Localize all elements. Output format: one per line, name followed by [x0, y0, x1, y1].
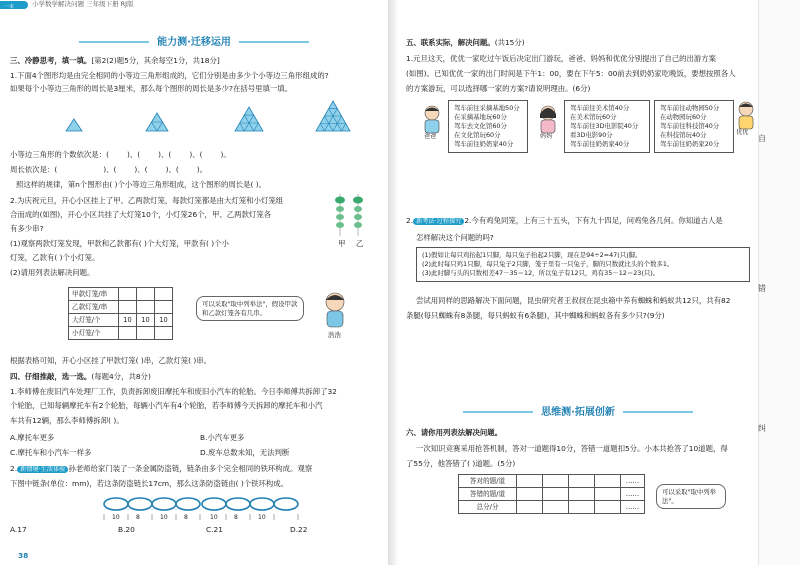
s5-q1-line2: (如图)。已知优优一家的出门时间是下午1：00，要在下午5：00前去到奶奶家吃晚饭，要想按照各人 — [406, 69, 736, 78]
s5-q1-line3: 的方案游玩，可以选择哪一家的方案?请说明理由。(6分) — [406, 84, 591, 93]
mom-plan — [564, 100, 650, 153]
header-tag — [0, 1, 28, 9]
lantern-label-a: 甲 — [338, 239, 346, 248]
table-cell[interactable] — [119, 288, 137, 301]
table-cell[interactable] — [137, 301, 155, 314]
s5-q2-line2: 怎样解决这个问题的吗? — [416, 233, 494, 242]
youyou-avatar — [734, 100, 758, 130]
plan-step: 驾车前往科技馆40分 — [660, 121, 720, 130]
table-cell[interactable] — [595, 475, 621, 488]
s3-row3: 照这样的规律，第n个图形由( )个小等边三角形组成，这个图形的周长是( )。 — [16, 180, 267, 189]
plan-step: 在采摘基地玩60分 — [454, 112, 507, 121]
dad-avatar — [420, 104, 444, 134]
s6-line2: 了55分，他答错了( )道题。(5分) — [406, 459, 516, 468]
table-row — [459, 475, 645, 488]
table-cell[interactable] — [155, 288, 173, 301]
row1-end: )。 — [220, 150, 231, 159]
s4-q2-optB[interactable]: B.20 — [118, 525, 135, 534]
plan-step: 驾车前往美术馆40分 — [570, 104, 630, 112]
s4-heading-text: 四、仔细推敲，选一选。 — [10, 372, 92, 381]
table-cell[interactable] — [595, 488, 621, 501]
plan-step: 驾车去文化馆60分 — [454, 121, 507, 130]
row2-end: )。 — [196, 165, 208, 174]
divider — [79, 41, 149, 43]
lantern-illustration — [330, 192, 370, 252]
table-row — [459, 501, 645, 514]
s4-q2-text: 孙老师给家门装了一条金属防盗链，链条由多个完全相同的铁环构成。观察 — [68, 464, 313, 473]
section-title-ability — [0, 36, 388, 50]
table-cell[interactable] — [595, 501, 621, 514]
s4-note: (每题4分，共8分) — [91, 372, 151, 381]
person-name: 浩浩 — [328, 331, 341, 339]
s3-q2-sub2: (2)请用列表法解决问题。 — [10, 268, 95, 277]
table-row — [69, 327, 173, 340]
s4-q1-optC[interactable]: C.摩托车和小汽车一样多 — [10, 448, 92, 457]
you-plan — [654, 100, 734, 153]
plan-step: 驾车前往奶奶家40分 — [454, 139, 514, 148]
s5-q2-line4: 条腿(每只蜘蛛有8条腿，每只蚂蚁有6条腿)，其中蜘蛛和蚂蚁各有多少只?(9分) — [406, 311, 665, 320]
s4-q1-optB[interactable]: B.小汽车更多 — [200, 433, 245, 442]
method-step-2: (2)此时每只鸡1只脚，每只兔子2只脚，笼子里有一只兔子，脚的只数就比头的个数多1。 — [422, 259, 674, 268]
plan-step: 驾车前往采摘基地50分 — [454, 104, 520, 112]
plan-step: 在科技馆玩40分 — [660, 130, 707, 139]
s4-q2-optD[interactable]: D.22 — [290, 525, 308, 534]
mom-label: 妈妈 — [540, 133, 553, 140]
divider — [623, 411, 693, 413]
youyou-label: 优优 — [736, 129, 749, 136]
s6-line1: 一次知识竞赛采用抢答机制，答对一道题得10分，答错一道题扣5分。小本共抢答了10道题，得 — [416, 444, 728, 453]
s4-q1-optD[interactable]: D.废车总数未知，无法判断 — [200, 448, 290, 457]
dimension-label: 10 — [210, 514, 218, 521]
row-label: 总分/分 — [459, 501, 517, 514]
table-cell[interactable] — [569, 475, 595, 488]
s4-heading — [10, 372, 151, 382]
header-tag-text: 一本 — [4, 4, 15, 10]
row2-sep: )、( — [103, 165, 117, 174]
s3-row2 — [10, 165, 207, 175]
s4-q2-optA[interactable]: A.17 — [10, 525, 27, 534]
s5-heading — [406, 38, 525, 48]
s4-q2-line2: 下图中链条(单位：mm)，若这条防盗链长17cm，那么这条防盗链由( )个铁环构成。 — [10, 479, 289, 488]
dimension-label: 8 — [136, 514, 140, 521]
s3-q2-line1: 2.为庆祝元旦，开心小区挂上了甲、乙两款灯笼，每款灯笼都是由大灯笼和小灯笼组 — [10, 196, 284, 205]
table-cell[interactable] — [543, 488, 569, 501]
row2-sep: )、( — [165, 165, 179, 174]
table-cell[interactable] — [155, 327, 173, 340]
table-row — [459, 488, 645, 501]
dad-plan — [448, 100, 528, 153]
row-label: 甲款灯笼/串 — [69, 288, 119, 301]
table-cell[interactable] — [543, 475, 569, 488]
s3-q2-sub1b: 灯笼，乙款有( )个小灯笼。 — [10, 253, 100, 262]
triangle-figure-1 — [65, 118, 83, 132]
plan-step: 驾车前往奶奶家20分 — [660, 139, 720, 148]
s5-q2-line1: 2. 新考法·过程探究 2.今有鸡兔同笼，上有三十五头，下有九十四足，问鸡兔各几何。你知道古人是 — [406, 216, 723, 225]
page-number: 38 — [18, 551, 29, 560]
s4-q1-optA[interactable]: A.摩托车更多 — [10, 433, 55, 442]
table-cell[interactable] — [517, 475, 543, 488]
table-cell[interactable] — [517, 501, 543, 514]
row-label: 大灯笼/个 — [69, 314, 119, 327]
s4-q1-line3: 车共有12辆，那么李师傅拆卸( )。 — [10, 416, 124, 425]
method-step-1: (1)假如让每只鸡抬起1只脚，每只兔子抬起2只脚，现在是94÷2=47(只)脚。 — [422, 251, 642, 259]
s3-q2-sub1a: (1)观察两款灯笼发现，甲款和乙款都有( )个大灯笼，甲款有( )个小 — [10, 239, 229, 248]
s5-heading-text: 五、联系实际，解决问题。 — [406, 38, 495, 47]
row1-sep: )、( — [158, 150, 172, 159]
s3-q2-line2: 合而成的(如图)，开心小区共挂了大灯笼10个，小灯笼26个，甲、乙两款灯笼各 — [10, 210, 272, 219]
table-cell[interactable] — [137, 288, 155, 301]
plan-step: 驾车前往3D电影院40分 — [570, 121, 639, 130]
s3-heading-text: 三、冷静思考，填一填。 — [10, 56, 92, 65]
triangle-figure-2 — [145, 112, 169, 132]
row-label: 小灯笼/个 — [69, 327, 119, 340]
right-page — [398, 0, 758, 565]
table-cell[interactable] — [119, 327, 137, 340]
row2-label: 周长依次是：( — [10, 165, 58, 174]
section-title-thinking — [398, 406, 758, 420]
triangle-figure-4 — [315, 100, 351, 132]
dimension-label: 10 — [258, 514, 266, 521]
method-step-3: (3)此时脚与头的只数相差47－35＝12，所以兔子有12只，鸡有35－12＝23(只)。 — [422, 268, 660, 277]
s4-q1-line2: 个轮胎，已知每辆摩托车有2个轮胎，每辆小汽车有4个轮胎，若李师傅今天拆卸的摩托车和小汽 — [10, 401, 323, 410]
page-gutter — [388, 0, 398, 565]
s4-q1-line1: 1.李师傅在废旧汽车处理厂工作，负责拆卸废旧摩托车和废旧小汽车的轮胎。今日李师傅共拆卸了32 — [10, 387, 337, 396]
hint-bubble: 可以采取"取中列举法"，假设甲款和乙款灯笼各有几串。 — [196, 296, 304, 321]
dimension-label: 10 — [112, 514, 120, 521]
row-label: 答对的题/道 — [459, 475, 517, 488]
s3-q1-line1: 1.下面4个图形均是由完全相同的小等边三角形组成的，它们分别是由多少个小等边三角形组成的? — [10, 71, 329, 80]
margin-mark-1: 自 — [758, 134, 766, 143]
table-cell[interactable]: 10 — [137, 314, 155, 327]
s5-q2-text: 2.今有鸡兔同笼，上有三十五头，下有九十四足，问鸡兔各几何。你知道古人是 — [464, 216, 723, 225]
s3-heading — [10, 56, 220, 66]
table-row — [69, 314, 173, 327]
table-row — [69, 301, 173, 314]
lantern-table — [68, 287, 173, 340]
new-context-tag: 新情境·生活体验 — [17, 466, 68, 473]
plan-step: 驾车前往动物园50分 — [660, 104, 720, 112]
quiz-hint-bubble: 可以采取"取中列举法"。 — [656, 484, 726, 509]
ellipsis-cell: …… — [621, 475, 645, 488]
plan-step: 看3D电影90分 — [570, 130, 613, 139]
table-cell[interactable]: 10 — [119, 314, 137, 327]
row-label: 答错的题/道 — [459, 488, 517, 501]
quiz-table — [458, 474, 645, 514]
plan-step: 驾车前往奶奶家40分 — [570, 139, 630, 148]
new-method-tag: 新考法·过程探究 — [413, 218, 464, 225]
s4-q2-line1: 2. 新情境·生活体验 孙老师给家门装了一条金属防盗链，链条由多个完全相同的铁环构成。观察 — [10, 464, 313, 473]
ellipsis-cell: …… — [621, 501, 645, 514]
left-page — [0, 0, 388, 565]
dimension-label: 10 — [160, 514, 168, 521]
mom-avatar — [536, 104, 560, 134]
section-title-text: 思维测·拓展创新 — [541, 407, 615, 418]
row2-sep: )、( — [134, 165, 148, 174]
table-cell[interactable] — [569, 488, 595, 501]
ancient-method-box — [416, 247, 750, 282]
s3-q1-line2: 如果每个小等边三角形的周长是3厘米，那么每个图形的周长是多少?在括号里填一填。 — [10, 84, 293, 93]
dad-label: 爸爸 — [424, 133, 437, 140]
s3-row1 — [10, 150, 231, 160]
divider — [239, 41, 309, 43]
table-cell[interactable] — [155, 301, 173, 314]
table-cell[interactable]: 10 — [155, 314, 173, 327]
margin-mark-2: 错 — [758, 284, 766, 293]
header-title: 小学数学解决问题 三年级下册 RJ版 — [32, 0, 134, 8]
dimension-label: 8 — [234, 514, 238, 521]
boy-avatar — [318, 290, 352, 330]
plan-step: 在动物园玩60分 — [660, 112, 707, 121]
table-cell[interactable] — [137, 327, 155, 340]
triangle-figure-3 — [234, 106, 264, 132]
row1-label: 小等边三角形的个数依次是：( — [10, 150, 109, 159]
margin-mark-3: 纠 — [758, 424, 766, 433]
dimension-label: 8 — [184, 514, 188, 521]
s5-q1-line1: 1.元旦这天，优优一家吃过午饭后决定出门游玩，爸爸、妈妈和优优分别提出了自己的出游方案 — [406, 54, 717, 63]
lantern-label-b: 乙 — [356, 239, 364, 248]
row1-sep: )、( — [126, 150, 141, 159]
table-cell[interactable] — [119, 301, 137, 314]
s4-q2-optC[interactable]: C.21 — [206, 525, 223, 534]
margin-strip — [758, 0, 800, 565]
s5-note: (共15分) — [494, 38, 525, 47]
table-cell[interactable] — [569, 501, 595, 514]
s3-q2-line3: 有多少串? — [10, 224, 44, 233]
s5-q2-line3: 尝试用同样的思路解决下面问题，昆虫研究者王叔叔在昆虫箱中养有蜘蛛和蚂蚁共12只，共有82 — [416, 296, 731, 305]
s6-heading: 六、请你用列表法解决问题。 — [406, 428, 503, 437]
table-row — [69, 288, 173, 301]
s3-q2-answer: 根据表格可知，开心小区挂了甲款灯笼( )串，乙款灯笼( )串。 — [10, 356, 212, 365]
plan-step: 在美术馆玩60分 — [570, 112, 617, 121]
header-band — [0, 0, 388, 10]
row1-sep: )、( — [189, 150, 203, 159]
row-label: 乙款灯笼/串 — [69, 301, 119, 314]
plan-step: 在文化馆玩60分 — [454, 130, 501, 139]
table-cell[interactable] — [517, 488, 543, 501]
ellipsis-cell: …… — [621, 488, 645, 501]
divider — [463, 411, 533, 413]
table-cell[interactable] — [543, 501, 569, 514]
section-title-text: 能力测·迁移运用 — [157, 37, 231, 48]
s3-note: [第2(2)题5分，其余每空1分，共18分] — [91, 56, 220, 65]
